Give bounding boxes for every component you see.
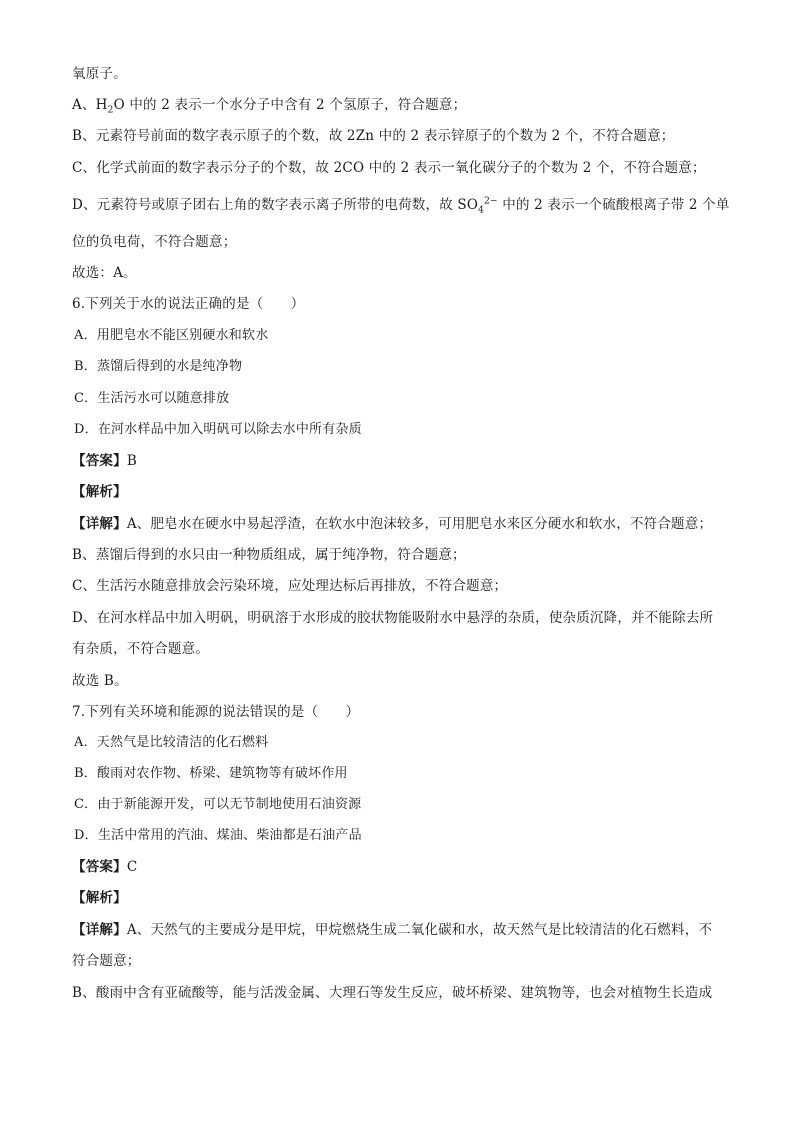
question-6-choice: 故选 B。 bbox=[72, 673, 128, 689]
question-7-option-a: A．天然气是比较清洁的化石燃料 bbox=[74, 735, 269, 750]
superscript: 2− bbox=[484, 196, 498, 207]
question-7-stem: 7.下列有关环境和能源的说法错误的是（ ） bbox=[72, 704, 360, 720]
question-6-stem: 6.下列关于水的说法正确的是（ ） bbox=[72, 296, 305, 312]
question-6-detail: C、生活污水随意排放会污染环境，应处理达标后再排放，不符合题意； bbox=[72, 578, 508, 594]
question-7-option-b: B．酸雨对农作物、桥梁、建筑物等有破坏作用 bbox=[74, 766, 348, 781]
subscript: 4 bbox=[478, 205, 485, 216]
detail-tag: 【详解】 bbox=[72, 922, 127, 938]
question-6-analysis-tag: 【解析】 bbox=[72, 484, 127, 500]
question-6-answer: 【答案】B bbox=[72, 453, 137, 469]
question-6-detail: 【详解】A、肥皂水在硬水中易起浮渣，在软水中泡沫较多，可用肥皂水来区分硬水和软水，不符合题意； bbox=[72, 516, 713, 532]
question-6-detail: B、蒸馏后得到的水只由一种物质组成，属于纯净物，符合题意； bbox=[72, 547, 466, 563]
answer-tag: 【答案】 bbox=[72, 859, 127, 875]
question-7-detail: B、酸雨中含有亚硫酸等，能与活泼金属、大理石等发生反应，破坏桥梁、建筑物等，也会对植物生长造成 bbox=[72, 985, 713, 1001]
question-6-detail: 有杂质，不符合题意。 bbox=[72, 641, 209, 657]
question-7-detail: 【详解】A、天然气的主要成分是甲烷，甲烷燃烧生成二氧化碳和水，故天然气是比较清洁的化石燃料，不 bbox=[72, 922, 713, 938]
text-line-option-a: A、$H_2O$ 中的 2 表示一个水分子中含有 2 个氢原子，符合题意； bbox=[72, 97, 467, 116]
text-line: 氧原子。 bbox=[72, 66, 127, 82]
question-6-option-a: A．用肥皂水不能区别硬水和软水 bbox=[74, 328, 269, 343]
question-7-option-c: C．由于新能源开发，可以无节制地使用石油资源 bbox=[74, 797, 362, 812]
subscript: 2 bbox=[107, 105, 114, 116]
question-7-detail: 符合题意； bbox=[72, 953, 141, 969]
text-line-option-c: C、化学式前面的数字表示分子的个数，故 2CO 中的 2 表示一氧化碳分子的个数为 2 个，不符合题意； bbox=[72, 160, 706, 176]
text-line: 位的负电荷，不符合题意； bbox=[72, 234, 237, 250]
question-7-analysis-tag: 【解析】 bbox=[72, 890, 127, 906]
question-6-option-d: D．在河水样品中加入明矾可以除去水中所有杂质 bbox=[74, 422, 362, 437]
text-line-option-d: D、元素符号或原子团右上角的数字表示离子所带的电荷数，故 $SO_4^{2-}$ 中的 2 表示一个硫酸根离子带 2 个单 bbox=[72, 196, 730, 216]
answer-tag: 【答案】 bbox=[72, 453, 127, 469]
detail-tag: 【详解】 bbox=[72, 516, 127, 532]
question-6-option-c: C．生活污水可以随意排放 bbox=[74, 391, 230, 406]
choice-line: 故选：A。 bbox=[72, 265, 137, 281]
question-6-option-b: B．蒸馏后得到的水是纯净物 bbox=[74, 359, 243, 374]
text-line-option-b: B、元素符号前面的数字表示原子的个数，故 2Zn 中的 2 表示锌原子的个数为 2 个，不符合题意； bbox=[72, 128, 675, 144]
question-7-answer: 【答案】C bbox=[72, 859, 138, 875]
question-6-detail: D、在河水样品中加入明矾，明矾溶于水形成的胶状物能吸附水中悬浮的杂质，使杂质沉降，并不能除去所 bbox=[72, 610, 714, 626]
question-7-option-d: D．生活中常用的汽油、煤油、柴油都是石油产品 bbox=[74, 828, 362, 843]
